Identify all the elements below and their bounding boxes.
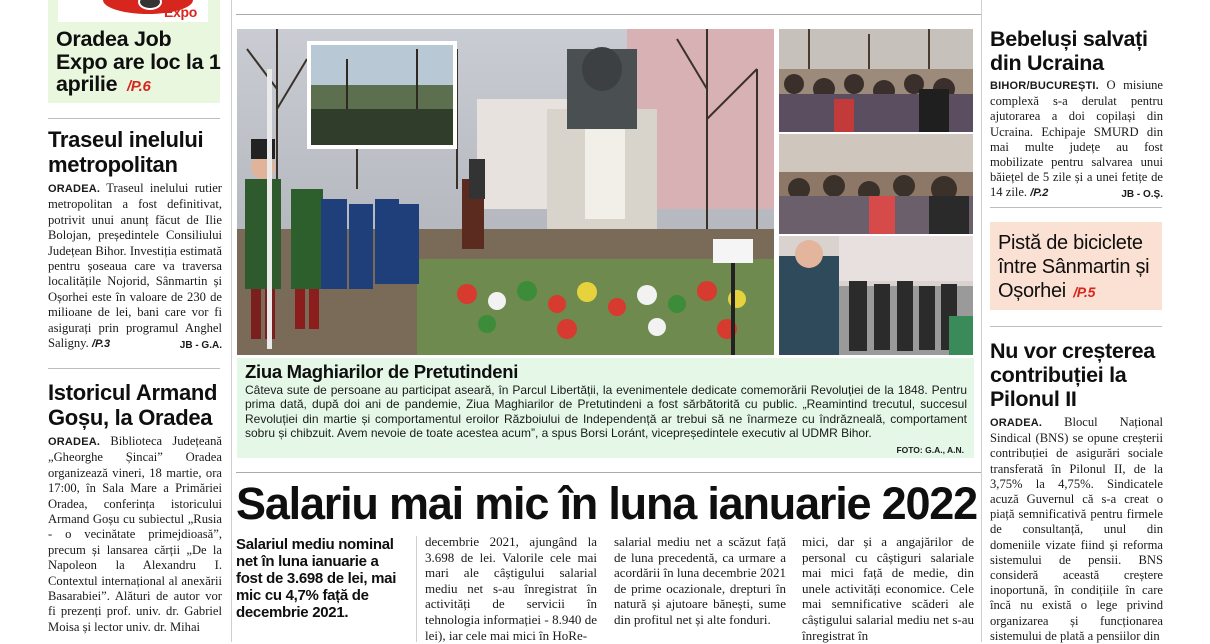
article-text: O misiune complexă s-a derulat pentru ajutorarea a doi copilași din Ucraina. Echipaje SMURD din mai multe județe au fost mobilizate pentru salvarea unui băiețel de 5 zile și a unei fetițe de 14 zile. bbox=[990, 78, 1163, 200]
article-body bbox=[48, 434, 222, 635]
article-text: Biblioteca Județeană „Gheorghe Șincai” Oradea organizează vineri, 18 martie, ora 17:00, în Sala Mare a Primăriei Oradea, conferința istoricului Armand Goșu cu subiectul „Rusia - o vecinătate primejdioasă”, precum și lansarea cărții „De la Napoleon la Alexandru I. Contextul internațional al anexării Basarabiei”. Alături de autor vor fi prezenți prof. univ. dr. Gabriel Moisa și lector univ. dr. Mihai bbox=[48, 434, 222, 634]
job-expo-promo[interactable] bbox=[48, 0, 220, 103]
caption-text: Câteva sute de persoane au participat aseară, în Parcul Libertății, la evenimentele dedicate comemorării Revoluției de la 1848. Pentru prima dată, după doi ani de pandemie, Ziua Maghiarilor de Pretutindeni a fost sărbătorită cu public. „Reamintind trecutul, succesul Revoluției din martie și comportamentul eroilor Războiului de Independență ar trebui să ne înarmeze cu îndrăzneală, comportament sobru și chibzuit. Avem nevoie de toate acestea acum”, a spus Borsi Loránt, vicepreședintele executiv al UDMR Bihor. bbox=[245, 383, 967, 441]
article-armand-gosu[interactable] bbox=[48, 381, 222, 635]
crowd-illustration-1 bbox=[779, 29, 973, 132]
article-lead: ORADEA. bbox=[990, 417, 1043, 429]
article-signature: JB - G.A. bbox=[179, 340, 222, 352]
salary-column-3: mici, dar și a angajărilor de personal cu câștiguri salariale mai mici față de medie, din unele activități economice. Cele mai semnificative scăderi ale câștigului salarial mediu net s-au înregistrat în bbox=[802, 534, 974, 643]
job-expo-title-text: Oradea Job Expo are loc la 1 aprilie bbox=[56, 27, 221, 96]
article-text: Traseul inelului rutier metropolitan a fost definitivat, potrivit unui anunț făcut de Ilie Bolojan, președintele Consiliului Județean Bihor. Investiția estimată pentru șoseaua care va traversa localitățile Nojorid, Sânmartin și Oșorhei este în valoare de 230 de milioane de lei, bani care vor fi asigurați prin programul Anghel Saligny. bbox=[48, 181, 223, 351]
article-title: Bebeluși salvați din Ucraina bbox=[990, 27, 1148, 75]
bike-lane-page-ref: /P.5 bbox=[1073, 284, 1096, 300]
job-expo-title bbox=[56, 28, 221, 99]
main-headline: Salariu mai mic în luna ianuarie 2022 bbox=[236, 478, 977, 529]
article-lead: BIHOR/BUCUREȘTI. bbox=[990, 80, 1099, 92]
article-body bbox=[48, 181, 222, 352]
main-photo-ceremony bbox=[237, 29, 774, 355]
salary-column-2: salarial mediu net a scăzut față de luna precedentă, ca urmare a acordării în luna decembrie 2021 de prime ocazionale, drepturi în natură și ajutoare bănești, sume din profitul net și alte fonduri. bbox=[614, 534, 786, 627]
bike-lane-title bbox=[998, 231, 1160, 304]
crowd-illustration-2 bbox=[779, 134, 973, 234]
job-expo-page-ref: /P.6 bbox=[126, 78, 151, 95]
expo-badge: Expo bbox=[164, 4, 198, 20]
article-body bbox=[990, 78, 1163, 202]
caption-credit: FOTO: G.A., A.N. bbox=[896, 445, 964, 455]
article-bebelusi[interactable] bbox=[990, 27, 1163, 203]
salary-column-1: decembrie 2021, ajungând la 3.698 de lei. Valorile cele mai mari ale câștigului salarial mediu net s-au înregistrat în activități de servicii în tehnologia informației - 8.940 de lei), iar cele mai mici în HoRe- bbox=[425, 534, 597, 643]
ceremony-illustration bbox=[237, 29, 774, 355]
photo-crowd-3 bbox=[779, 236, 973, 355]
photo-crowd-1 bbox=[779, 29, 973, 132]
article-traseul-inel[interactable] bbox=[48, 128, 222, 353]
expo-logo bbox=[58, 0, 208, 22]
article-title: Traseul inelului metropolitan bbox=[48, 127, 204, 177]
article-text: Blocul Național Sindical (BNS) se opune creșterii contribuției de asigurări sociale transferată în Pilonul II, de la 3,75% la 4,75%. Sindicatele acuză Guvernul că s-a creat o piață semnificativă pentru firmele de consultanță, unul din domeniile vizate fiind și reforma sistemului de pensii. BNS consideră această creștere inoportună, în condițiile în care încă nu există o lege privind organizarea și funcționarea sistemului de plată a pensiilor din bbox=[990, 415, 1163, 643]
photo-crowd-2 bbox=[779, 134, 973, 234]
article-body bbox=[990, 415, 1163, 644]
bike-lane-promo[interactable] bbox=[990, 222, 1162, 310]
bike-lane-title-text: Pistă de biciclete între Sânmartin și Oșorhei bbox=[998, 232, 1150, 302]
article-signature: JB - O.Ș. bbox=[1121, 189, 1163, 201]
article-page-ref: /P.2 bbox=[1030, 187, 1049, 200]
article-title: Istoricul Armand Goșu, la Oradea bbox=[48, 380, 218, 430]
article-page-ref: /P.3 bbox=[91, 338, 111, 351]
photo-caption-box bbox=[237, 358, 974, 458]
crowd-illustration-3 bbox=[779, 236, 973, 355]
article-deck: Salariul mediu nominal net în luna ianuarie a fost de 3.698 de lei, mai mic cu 4,7% față de decembrie 2021. bbox=[236, 536, 397, 621]
article-lead: ORADEA. bbox=[48, 436, 101, 448]
article-lead: ORADEA. bbox=[48, 183, 101, 195]
article-title: Nu vor creșterea contribuției la Pilonul II bbox=[990, 339, 1155, 411]
caption-title: Ziua Maghiarilor de Pretutindeni bbox=[245, 361, 519, 382]
article-pilonul-ii[interactable] bbox=[990, 339, 1163, 644]
